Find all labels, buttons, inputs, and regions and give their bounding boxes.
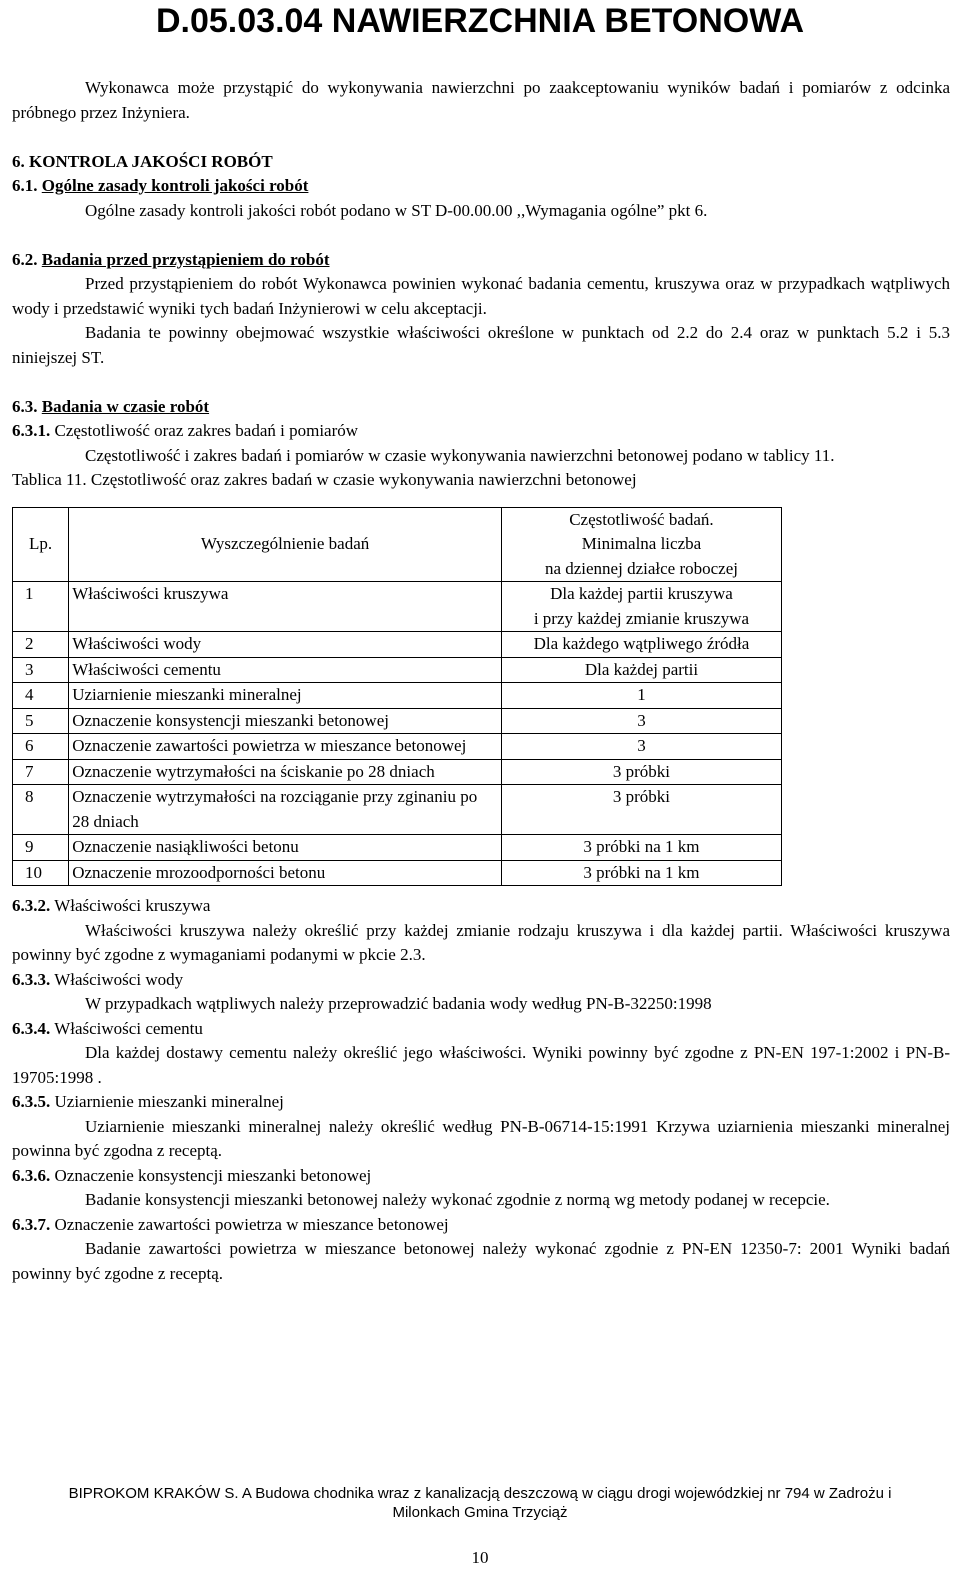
cell-frequency: 3 xyxy=(501,734,781,760)
cell-test-name: Uziarnienie mieszanki mineralnej xyxy=(69,683,502,709)
cell-lp: 6 xyxy=(13,734,69,760)
section-6-3-3-text: W przypadkach wątpliwych należy przeprowadzić badania wody według PN-B-32250:1998 xyxy=(85,994,712,1013)
document-body xyxy=(12,76,950,1286)
table-row xyxy=(13,657,782,683)
section-6-2-paragraph-2: Badania te powinny obejmować wszystkie właściwości określone w punktach od 2.2 do 2.4 oraz w punktach 5.2 i 5.3 niniejszej ST. xyxy=(12,323,950,367)
cell-lp: 10 xyxy=(13,860,69,886)
cell-frequency: 3 próbki xyxy=(501,785,781,835)
cell-test-name: Właściwości cementu xyxy=(69,657,502,683)
cell-test-name: Właściwości wody xyxy=(69,632,502,658)
header-name: Wyszczególnienie badań xyxy=(69,507,502,582)
cell-frequency: 1 xyxy=(501,683,781,709)
table-row xyxy=(13,860,782,886)
cell-lp: 7 xyxy=(13,759,69,785)
cell-test-name: Oznaczenie konsystencji mieszanki betonowej xyxy=(69,708,502,734)
section-6-3-3-heading: 6.3.3. Właściwości wody xyxy=(12,969,184,989)
cell-frequency: 3 xyxy=(501,708,781,734)
section-6-3-4-heading: 6.3.4. Właściwości cementu xyxy=(12,1018,203,1038)
table-row xyxy=(13,632,782,658)
section-6-heading: 6. KONTROLA JAKOŚCI ROBÓT xyxy=(12,151,273,171)
page-number: 10 xyxy=(471,1548,489,1567)
cell-test-name: Właściwości kruszywa xyxy=(69,582,502,632)
cell-lp: 5 xyxy=(13,708,69,734)
section-6-2-paragraph-1: Przed przystąpieniem do robót Wykonawca powinien wykonać badania cementu, kruszywa oraz w przypadkach wątpliwych wody i przedstawić wyniki tych badań Inżynierowi w celu akceptacji. xyxy=(12,274,950,318)
cell-frequency: Dla każdego wątpliwego źródła xyxy=(501,632,781,658)
section-6-3-2-text: Właściwości kruszywa należy określić przy każdej zmianie rodzaju kruszywa i dla każdej partii. Właściwości kruszywa powinny być zgodne z wymaganiami podanymi w pkcie 2.3. xyxy=(12,920,950,964)
header-lp: Lp. xyxy=(13,507,69,582)
footer-line-1: BIPROKOM KRAKÓW S. A Budowa chodnika wraz z kanalizacją deszczową w ciągu drogi wojewódzkiej nr 794 w Zadrożu i xyxy=(68,1485,892,1502)
cell-lp: 9 xyxy=(13,835,69,861)
section-6-3-heading: 6.3. Badania w czasie robót xyxy=(12,396,210,416)
cell-test-name: Oznaczenie mrozoodporności betonu xyxy=(69,860,502,886)
table-row xyxy=(13,582,782,632)
cell-frequency: 3 próbki na 1 km xyxy=(501,835,781,861)
table-row xyxy=(13,734,782,760)
footer-line-2: Milonkach Gmina Trzyciąż xyxy=(392,1504,568,1521)
header-frequency: Częstotliwość badań. Minimalna liczba na dziennej działce roboczej xyxy=(501,507,781,582)
table-body xyxy=(13,582,782,886)
page-footer xyxy=(0,1484,960,1522)
section-6-3-2-heading: 6.3.2. Właściwości kruszywa xyxy=(12,896,211,915)
cell-lp: 3 xyxy=(13,657,69,683)
section-6-3-7-text: Badanie zawartości powietrza w mieszance betonowej należy wykonać zgodnie z PN-EN 12350-7: 2001 Wyniki badań powinny być zgodne z receptą. xyxy=(12,1239,950,1283)
section-6-3-6-heading: 6.3.6. Oznaczenie konsystencji mieszanki betonowej xyxy=(12,1165,372,1185)
section-6-1-text: Ogólne zasady kontroli jakości robót podano w ST D-00.00.00 ,,Wymagania ogólne” pkt 6. xyxy=(85,200,708,220)
table-row xyxy=(13,785,782,835)
table-row xyxy=(13,683,782,709)
section-6-1-heading: 6.1. Ogólne zasady kontroli jakości robót xyxy=(12,176,309,195)
cell-test-name: Oznaczenie nasiąkliwości betonu xyxy=(69,835,502,861)
cell-frequency: 3 próbki xyxy=(501,759,781,785)
cell-frequency: Dla każdej partii xyxy=(501,657,781,683)
cell-lp: 2 xyxy=(13,632,69,658)
cell-test-name: Oznaczenie wytrzymałości na ściskanie po 28 dniach xyxy=(69,759,502,785)
table-row xyxy=(13,708,782,734)
section-6-3-1-heading: 6.3.1. Częstotliwość oraz zakres badań i pomiarów xyxy=(12,421,359,440)
page-header: D.05.03.04 NAWIERZCHNIA BETONOWA xyxy=(155,2,804,40)
table-row xyxy=(13,835,782,861)
inspection-frequency-table xyxy=(12,507,782,887)
cell-frequency: 3 próbki na 1 km xyxy=(501,860,781,886)
cell-lp: 1 xyxy=(13,582,69,632)
cell-test-name: Oznaczenie wytrzymałości na rozciąganie przy zginaniu po 28 dniach xyxy=(69,785,502,835)
intro-paragraph: Wykonawca może przystąpić do wykonywania nawierzchni po zaakceptowaniu wyników badań i pomiarów z odcinka próbnego przez Inżyniera. xyxy=(12,78,950,122)
section-6-3-7-heading: 6.3.7. Oznaczenie zawartości powietrza w mieszance betonowej xyxy=(12,1214,449,1234)
section-6-3-1-text: Częstotliwość i zakres badań i pomiarów w czasie wykonywania nawierzchni betonowej podano w tablicy 11. xyxy=(85,445,835,465)
section-6-3-4-text: Dla każdej dostawy cementu należy określić jego właściwości. Wyniki powinny być zgodne z PN-EN 197-1:2002 i PN-B-19705:1998 . xyxy=(12,1043,950,1087)
cell-lp: 4 xyxy=(13,683,69,709)
cell-frequency: Dla każdej partii kruszywa i przy każdej zmianie kruszywa xyxy=(501,582,781,632)
cell-lp: 8 xyxy=(13,785,69,835)
table-row xyxy=(13,759,782,785)
section-6-2-heading: 6.2. Badania przed przystąpieniem do robót xyxy=(12,249,330,269)
cell-test-name: Oznaczenie zawartości powietrza w mieszance betonowej xyxy=(69,734,502,760)
section-6-3-5-heading: 6.3.5. Uziarnienie mieszanki mineralnej xyxy=(12,1092,284,1111)
section-6-3-6-text: Badanie konsystencji mieszanki betonowej należy wykonać zgodnie z normą wg metody podanej w recepcie. xyxy=(85,1190,830,1209)
section-6-3-5-text: Uziarnienie mieszanki mineralnej należy określić według PN-B-06714-15:1991 Krzywa uziarnienia mieszanki mineralnej powinna być zgodna z receptą. xyxy=(12,1116,950,1160)
table-header-row xyxy=(13,507,782,582)
table-caption: Tablica 11. Częstotliwość oraz zakres badań w czasie wykonywania nawierzchni betonowej xyxy=(12,470,637,489)
